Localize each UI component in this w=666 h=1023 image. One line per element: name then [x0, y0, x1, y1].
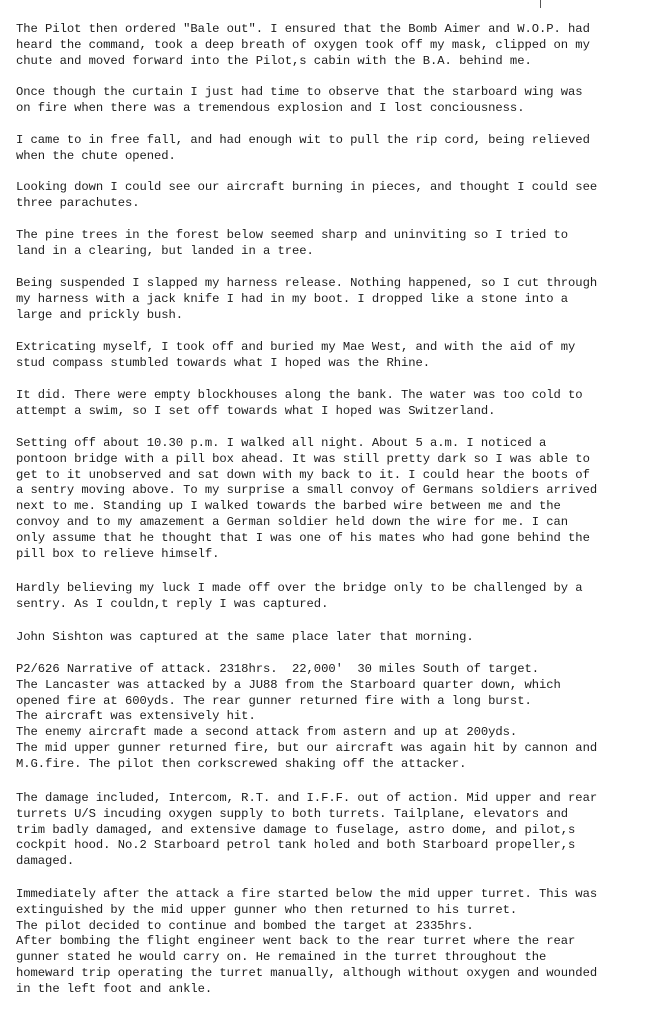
paragraph-parachutes: Looking down I could see our aircraft burning in pieces, and thought I could see three parachutes. [16, 180, 598, 210]
paragraph-blockhouses: It did. There were empty blockhouses along the bank. The water was too cold to attempt a swim, so I set off towards what I hoped was Switzerland. [16, 388, 583, 418]
paragraph-landing: The pine trees in the forest below seemed sharp and uninviting so I tried to land in a clearing, but landed in a tree. [16, 228, 569, 258]
margin-pen-mark [540, 0, 541, 8]
paragraph-rhine: Extricating myself, I took off and buried my Mae West, and with the aid of my stud compass stumbled towards what I hoped was the Rhine. [16, 340, 576, 370]
paragraph-free-fall: I came to in free fall, and had enough wit to pull the rip cord, being relieved when the chute opened. [16, 133, 590, 163]
paragraph-attack-narrative: P2/626 Narrative of attack. 2318hrs. 22,000' 30 miles South of target. The Lancaster was attacked by a JU88 from the Starboard quarter down, which opened fire at 600yds. The rear gunner returned fire with a long burst. The aircraft was extensively hit. The enemy aircraft made a second attack from astern and up at 200yds. The mid upper gunner returned fire, but our aircraft was again hit by cannon and M.G.fire. The pilot then corkscrewed shaking off the attacker. [16, 662, 598, 771]
paragraph-bale-out: The Pilot then ordered "Bale out". I ensured that the Bomb Aimer and W.O.P. had heard the command, took a deep breath of oxygen took off my mask, clipped on my chute and moved forward into the Pilot,s cabin with the B.A. behind me. [16, 22, 590, 68]
paragraph-explosion: Once though the curtain I just had time to observe that the starboard wing was on fire when there was a tremendous explosion and I lost conciousness. [16, 85, 583, 115]
paragraph-captured: Hardly believing my luck I made off over the bridge only to be challenged by a sentry. As I couldn,t reply I was captured. [16, 581, 583, 611]
paragraph-harness: Being suspended I slapped my harness release. Nothing happened, so I cut through my harness with a jack knife I had in my boot. I dropped like a stone into a large and prickly bush. [16, 276, 598, 322]
paragraph-damage: The damage included, Intercom, R.T. and I.F.F. out of action. Mid upper and rear turrets U/S incuding oxygen supply to both turrets. Tailplane, elevators and trim badly damaged, and extensive damage to fuselage, astro dome, and pilot,s cockpit hood. No.2 Starboard petrol tank holed and both Starboard propeller,s damaged. [16, 791, 598, 869]
paragraph-sishton: John Sishton was captured at the same place later that morning. [16, 630, 474, 644]
paragraph-pontoon-bridge: Setting off about 10.30 p.m. I walked all night. About 5 a.m. I noticed a pontoon bridge with a pill box ahead. It was still pretty dark so I was able to get to it unobserved and sat down with my back to it. I could hear the boots of a sentry moving above. To my surprise a small convoy of Germans soldiers arrived next to me. Standing up I walked towards the barbed wire between me and the convoy and to my amazement a German soldier held down the wire for me. I can only assume that he thought that I was one of his mates who had gone behind the pill box to relieve himself. [16, 436, 598, 561]
paragraph-fire: Immediately after the attack a fire started below the mid upper turret. This was extinguished by the mid upper gunner who then returned to his turret. The pilot decided to continue and bombed the target at 2335hrs. After bombing the flight engineer went back to the rear turret where the rear gunner stated he would carry on. He remained in the turret throughout the homeward trip operating the turret manually, although without oxygen and wounded in the left foot and ankle. [16, 887, 598, 996]
